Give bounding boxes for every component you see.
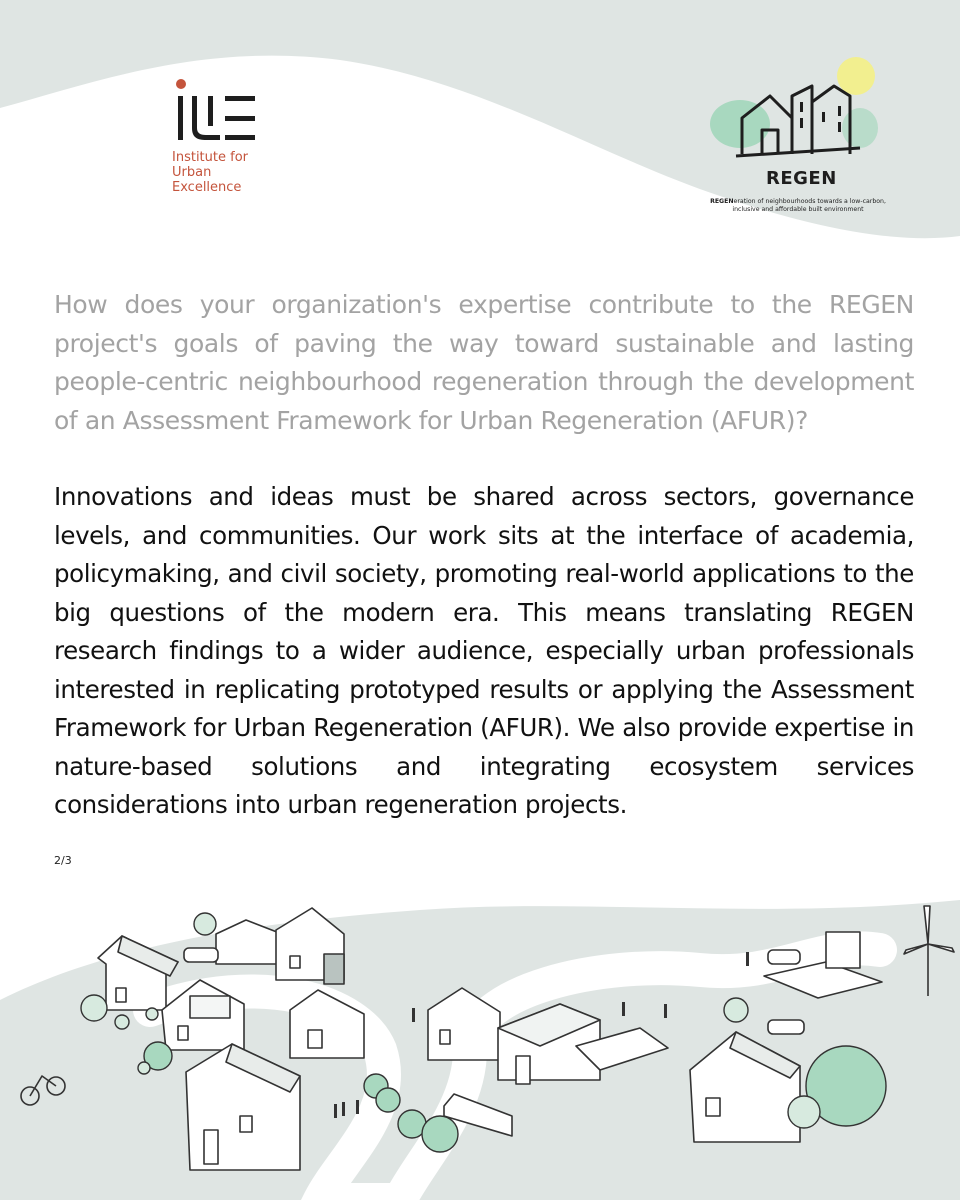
regen-title: REGEN <box>766 168 837 189</box>
person <box>356 1100 359 1114</box>
interview-question: How does your organization's expertise contribute to the REGEN project's goals of paving the way toward sustainable and lasting people-centric neighbourhood regeneration through the development of an Assessment Framework for Urban Regeneration (AFUR)? <box>54 290 914 435</box>
tree <box>81 995 107 1021</box>
iue-logo <box>172 78 272 195</box>
car <box>768 1020 804 1034</box>
tree <box>194 913 216 935</box>
interview-answer: Innovations and ideas must be shared across sectors, governance levels, and communities. Our work sits at the interface of academia, policymaking, and civil society, promoting real-world applications to the big questions of the modern era. This means translating REGEN research findings to a wider audience, especially urban professionals interested in replicating prototyped results or applying the Assessment Framework for Urban Regeneration (AFUR). We also provide expertise in nature-based solutions and integrating ecosystem services considerations into urban regeneration projects. <box>54 482 914 819</box>
regen-buildings-icon <box>700 56 890 166</box>
car <box>768 950 800 964</box>
iue-name-line: Urban <box>172 165 212 180</box>
person <box>664 1004 667 1018</box>
person <box>412 1008 415 1022</box>
regen-tagline <box>706 198 890 214</box>
car <box>184 948 218 962</box>
iue-logo-mark <box>172 78 262 144</box>
person <box>746 952 749 966</box>
tree <box>724 998 748 1022</box>
person <box>342 1102 345 1116</box>
tree <box>422 1116 458 1152</box>
regen-tagline-bold: REGEN <box>710 198 734 205</box>
iue-name-line: Institute for <box>172 150 248 165</box>
tree <box>146 1008 158 1020</box>
tree <box>376 1088 400 1112</box>
tree <box>115 1015 129 1029</box>
tree <box>788 1096 820 1128</box>
person <box>622 1002 625 1016</box>
tree <box>138 1062 150 1074</box>
page-indicator: 2/3 <box>54 854 72 867</box>
regen-tagline-rest: eration of neighbourhoods towards a low-carbon, inclusive and affordable built environment <box>732 198 886 213</box>
person <box>334 1104 337 1118</box>
neighbourhood-illustration <box>0 880 960 1200</box>
regen-logo <box>700 56 890 213</box>
iue-name-line: Excellence <box>172 180 242 195</box>
